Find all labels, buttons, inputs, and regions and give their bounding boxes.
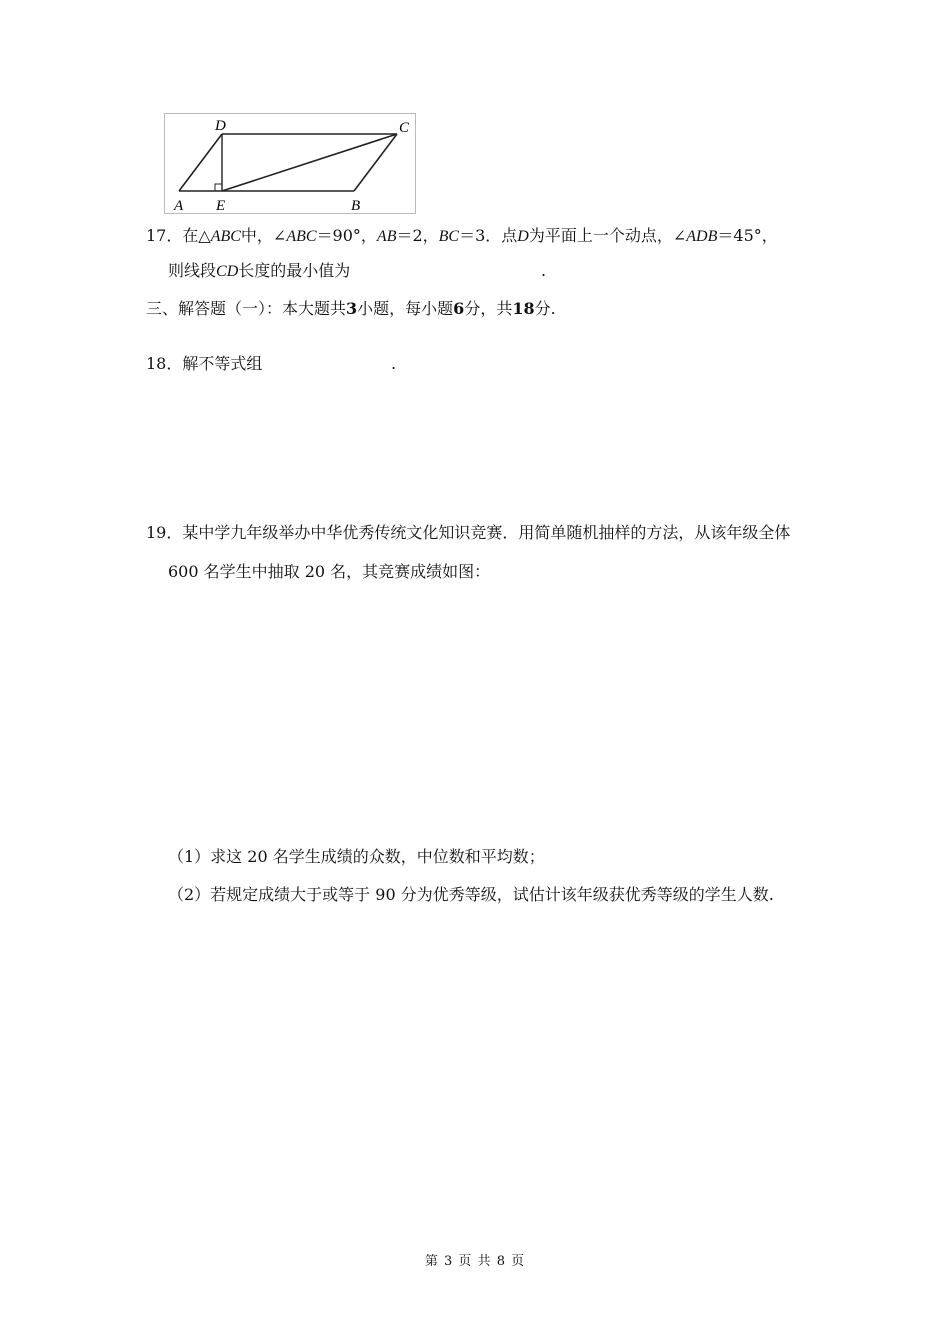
page-footer: 第 3 页 共 8 页 — [424, 1254, 526, 1269]
q17-text: ＝2， — [396, 226, 439, 245]
q17-text: ＝3．点 — [459, 226, 518, 245]
section3-count: 3 — [346, 299, 358, 318]
q17-text: 则线段 — [168, 261, 217, 280]
q17-line1 — [146, 226, 778, 247]
parallelogram-diagram — [164, 113, 416, 214]
q17-var: ABC — [286, 228, 317, 245]
label-a: A — [174, 198, 184, 214]
section3-text: 小题，每小题 — [357, 299, 454, 318]
q17-blank-end: . — [541, 261, 547, 280]
segment-ec — [222, 134, 397, 191]
q18-end: . — [391, 354, 397, 373]
segment-da — [179, 134, 222, 191]
section3-text: 分. — [534, 299, 556, 318]
q17-text: ＝45°， — [717, 226, 778, 245]
q17-text: 在△ — [182, 226, 211, 245]
section3-total: 18 — [512, 299, 535, 318]
q17-var: ABC — [210, 228, 241, 245]
q17-var: CD — [216, 263, 239, 280]
q19-sub2: （2）若规定成绩大于或等于 90 分为优秀等级，试估计该年级获优秀等级的学生人数. — [168, 885, 774, 904]
q19-line1: 19．某中学九年级举办中华优秀传统文化知识竞赛．用简单随机抽样的方法，从该年级全体 — [146, 523, 791, 542]
q19-sub1: （1）求这 20 名学生成绩的众数，中位数和平均数； — [168, 847, 545, 866]
q17-line2 — [168, 261, 350, 282]
q17-var: BC — [438, 228, 460, 245]
section3-score-each: 6 — [453, 299, 465, 318]
q17-number: 17． — [146, 226, 183, 245]
label-b: B — [351, 198, 361, 214]
q17-text: 中，∠ — [240, 226, 287, 245]
q17-text: 为平面上一个动点，∠ — [528, 226, 687, 245]
right-angle-mark — [215, 184, 222, 191]
q17-var: AB — [376, 228, 397, 245]
label-e: E — [216, 198, 226, 214]
label-c: C — [399, 120, 410, 136]
q17-text: ＝90°， — [316, 226, 377, 245]
q18-text: 18．解不等式组 — [146, 354, 263, 373]
figure-border — [165, 114, 416, 214]
section3-heading — [146, 299, 556, 319]
section3-text: 三、解答题（一）：本大题共 — [146, 299, 347, 318]
q19-line2: 600 名学生中抽取 20 名，其竞赛成绩如图： — [168, 562, 491, 581]
segment-bc — [354, 134, 397, 191]
section3-text: 分，共 — [464, 299, 513, 318]
parallelogram-figure — [164, 113, 416, 214]
q17-var: ADB — [686, 228, 718, 245]
label-d: D — [215, 118, 226, 134]
q17-text: 长度的最小值为 — [238, 261, 351, 280]
q17-var: D — [517, 228, 529, 245]
